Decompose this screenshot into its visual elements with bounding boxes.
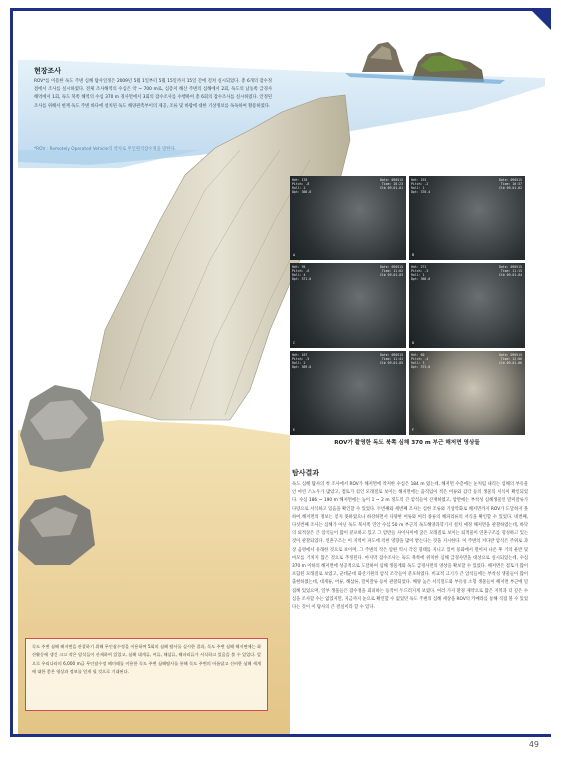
dokdo-islands xyxy=(345,42,505,84)
photo-osd-left: Hdt: 60 Pitch: -4 Roll: 3 Dpt: 373.0 xyxy=(411,352,431,369)
photo-mark: E xyxy=(293,428,296,432)
page-number: 49 xyxy=(528,740,539,749)
photo-osd-right: Date: 090515 Time: 11:15 Ctb 09-01-04 xyxy=(498,265,522,278)
rov-photo-6 xyxy=(409,351,525,435)
photo-osd-right: Date: 090515 Time: 12:06 Ctb 09-01-06 xyxy=(498,352,522,365)
rov-photo-1 xyxy=(290,176,406,260)
photo-caption: ROV가 촬영한 독도 북쪽 심해 370 m 부근 해저면 영상들 xyxy=(334,440,480,446)
photo-osd-right: Date: 090515 Time: 10:23 Ctb 09-01-01 xyxy=(379,178,403,190)
rov-photo-4 xyxy=(409,263,525,347)
survey-footnote: *ROV : Remotely Operated Vehicle의 약자로 무인원격잠수정을 말한다. xyxy=(34,147,176,152)
photo-osd-right: Date: 090515 Time: 11:41 Ctb 09-01-05 xyxy=(379,352,403,365)
photo-osd-left: Hdt: 176 Pitch: -8 Roll: 2 Dpt: 366.0 xyxy=(292,178,312,194)
summary-box xyxy=(25,638,268,711)
results-text: 독도 심해 탐사의 첫 조사에서 ROV가 해저면에 착저한 수심은 184 m 였는데, 해저면 수층에는 눈처럼 내리는 심해의 부유물인 마린 스노우가 많았고, 점토가 섞인 모래질로 보이는 해저면에는 움직임이 적은 어류와 갑각 등의 생물의 서식이 확인되었다. 수심 186 ~ 190 m 해저면에는 높이 1 ~ 2 m 정도의 큰 암석들이 산재하였고, 암반에는 부착성 심해생물인 말미잘류가 다량으로 서식하고 있음을 확인할 수 있었다. 두번째와 세번째 조사는 심한 조류와 기상악화로 해저면까지 ROV가 도달하지 못하여 해저면의 정보는 얻지 못하였으나 하강하면서 다양한 어류와 여러 종류의 해파리류의 서식을 확인할 수 있었다. 네번째, 다섯번째 조사는 심해가 아닌 독도 북서쪽 연안 수심 50 m 부근의 독도해양과학기지 설치 예정 해저면을 관찰하였는데, 바닥의 퇴적상은 큰 암석들이 많이 분포하고 있고 그 암반들 사이사이에 굵은 모래질로 보이는 퇴적물이 연흔구조를 형성하고 있는 것이 관찰되었다. 연흔구조는 이 지역이 파도에 의한 영향을 많이 받는다는 것을 지시한다. 이 주변의 커다란 암석은 주위로 과상 음영에서 유래한 것으로 보이며, 그 주변의 작은 암편 역시 각진 형태를 지니고 있어 풍화에서 떨어져 나온 후 거의 운반 및 마모를 거치지 않은 것으로 추정된다. 마지막 잠수조사는 독도 북쪽에 위치한 심해 급경사면을 대상으로 실시되었는데, 수심 370 m 이하의 해저면에 성공적으로 도달하여 심해 생물계와 독도 급경사면의 영상을 확보할 수 있었다. 해저면은 점토가 많이 포함된 모래질로 보였고, 군데군데 화산기원의 암석 조각들이 분포하였다. 비교적 크기가 큰 암석들에는 부착성 생물들이 많이 출현하였는데, 대게류, 어류, 해삼류, 말미잘류 등이 관찰되었다. 해양 높은 서식밀도와 부유성 소형 생물들이 해저면 부근에 밀집해 있었으며, 일부 생물들은 잠수정을 회피하는 등작이 두드러지게 보였다. 여러 가지 환경 제약으로 많은 지역과 더 깊은 수심을 조사할 수는 없었지만, 지금까지 눈으로 확인할 수 없었던 독도 주변의 심해 세상을 ROV의 카메라를 통해 직접 볼 수 있었다는 것이 이 탐사의 큰 결실이라 할 수 있다. xyxy=(292,482,528,611)
photo-osd-left: Hdt: 191 Pitch: -2 Roll: 1 Dpt: 370.4 xyxy=(411,178,431,194)
frame-bottom-bar xyxy=(10,734,551,737)
photo-osd-left: Hdt: 271 Pitch: -3 Roll: 1 Dpt: 368.0 xyxy=(411,265,431,282)
photo-mark: D xyxy=(412,340,415,345)
results-title: 탐사결과 xyxy=(292,469,320,477)
survey-text: ROV*를 이용한 독도 주변 심해 탐사일정은 2009년 5월 1일부터 5월 15일까지 15일 간에 걸쳐 실시되었다. 총 6개의 잠수정점에서 조사를 실시하였다. 전체 조사해역의 수심은 약 ~ 700 m로, 심층저 해산 주변의 심해에서 2회, 독도의 남동쪽 급경사 해역에서 1회, 독도 북쪽 해역의 수심 370 m 경사면에서 3회의 잠수조사를 수행하여 총 6회의 잠수조사를 실시하였다. 안정된 조사를 위해서 현재 독도 주변 바다에 설치된 독도 해양관측부이의 제공, 조류 및 바람에 대한 기상정보를 독독하여 활용하였다. xyxy=(34,79,272,109)
summary-text: 독도 주변 심해 해저면을 관찰하기 위해 무인잠수정을 이용하여 5회의 심해 탐사를 실시한 결과, 독도 주변 심해 해저면에는 화산활동에 생긴 크고 작은 암석들이 산재하여 있었고, 심해 대게류, 어류, 해삼류, 해파리류가 서식하고 있음을 볼 수 있었다. 앞으로 우리나라의 6,000 m급 무인잠수정 해미래를 이용한 독도 주변 심해탐사를 통해 독도 주변의 아름답고 신비한 심해 세계에 대한 좋은 영상과 정보를 얻게 될 것으로 기대된다. xyxy=(32,644,261,675)
frame-top-bar xyxy=(10,8,551,11)
photo-mark: F xyxy=(412,428,415,432)
photo-mark: C xyxy=(293,340,296,345)
rov-photo-2 xyxy=(409,176,525,260)
photo-mark: B xyxy=(412,253,415,258)
photo-osd-left: Hdt: 95 Pitch: -6 Roll: 4 Dpt: 371.0 xyxy=(292,265,312,282)
survey-title: 현장조사 xyxy=(34,67,62,75)
photo-osd-left: Hdt: 167 Pitch: -5 Roll: 2 Dpt: 369.0 xyxy=(292,352,312,369)
photo-osd-right: Date: 090515 Time: 11:02 Ctb 09-01-03 xyxy=(379,265,403,278)
photo-mark: A xyxy=(293,253,296,258)
rov-photo-3 xyxy=(290,263,406,347)
photo-osd-right: Date: 090515 Time: 10:37 Ctb 09-01-02 xyxy=(498,178,522,190)
rov-photo-5 xyxy=(290,351,406,435)
frame-left-bar xyxy=(10,8,13,737)
frame-corner xyxy=(529,8,551,30)
rov-photo-grid xyxy=(290,176,525,435)
